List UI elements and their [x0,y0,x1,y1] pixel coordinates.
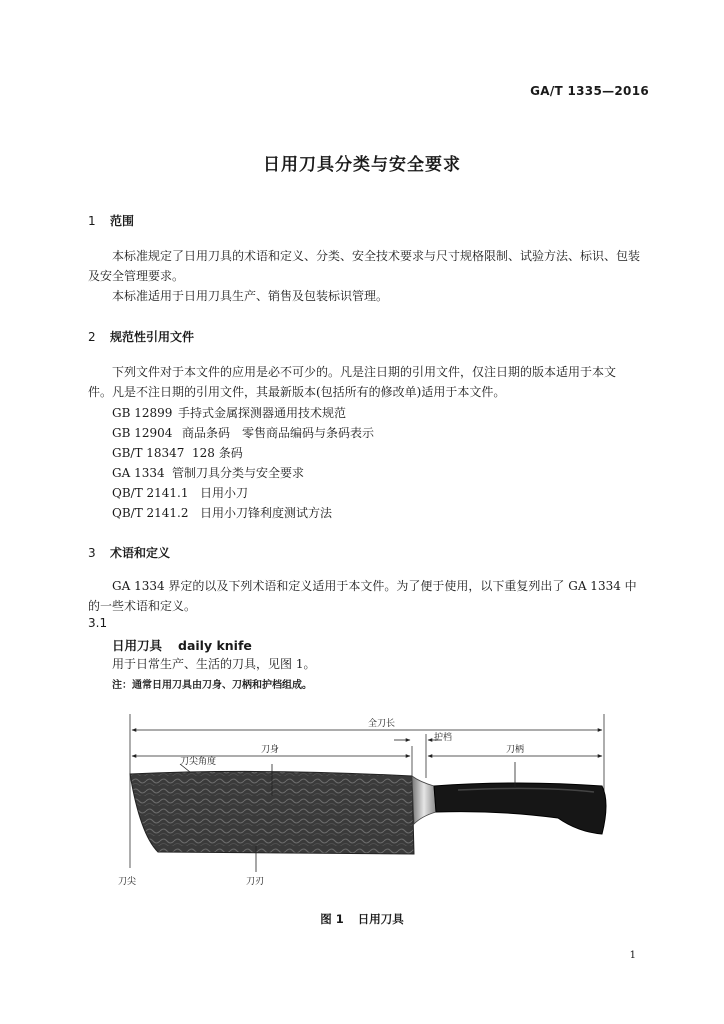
section-3-number: 3 [88,546,96,560]
section-2-heading [88,328,194,345]
figure-number: 图 1 [320,912,344,926]
label-handle: 刀柄 [506,745,525,755]
reference-code: GB 12904 [112,426,173,440]
label-total-length: 全刀长 [368,719,396,729]
section-3-title: 术语和定义 [110,546,171,560]
term-note: 注：通常日用刀具由刀身、刀柄和护档组成。 [112,680,312,691]
section-2-para-1-line-2: 件。凡是不注日期的引用文件，其最新版本(包括所有的修改单)适用于本文件。 [88,385,506,399]
normative-reference [112,504,332,521]
normative-reference [112,424,374,441]
section-1-para-1-line-2: 及安全管理要求。 [88,269,185,283]
reference-code: GB 12899 [112,406,173,420]
section-1-title: 范围 [110,214,135,228]
figure-caption [0,911,724,927]
standard-code: GA/T 1335—2016 [530,84,649,98]
section-2-title: 规范性引用文件 [110,330,195,344]
normative-reference [112,464,304,481]
clause-number: 3.1 [88,616,108,630]
guard-shape [412,776,436,824]
section-1-number: 1 [88,214,96,228]
section-3-heading [88,544,170,561]
normative-reference [112,444,243,461]
label-tip-angle: 刀尖角度 [180,757,217,767]
label-guard: 护档 [434,733,453,743]
knife-figure [118,706,618,891]
term-english: daily knife [178,638,252,653]
reference-title: 128 条码 [192,446,243,460]
section-1-heading [88,212,134,229]
label-blade: 刀身 [261,745,280,755]
reference-code: GA 1334 [112,466,165,480]
term-chinese: 日用刀具 [112,638,163,653]
label-edge: 刀刃 [246,877,265,887]
reference-code: QB/T 2141.1 [112,486,189,500]
section-2-number: 2 [88,330,96,344]
label-tip: 刀尖 [118,877,137,887]
reference-title: 日用小刀锋利度测试方法 [200,506,333,520]
figure-title: 日用刀具 [357,912,404,926]
document-title: 日用刀具分类与安全要求 [263,155,461,175]
normative-reference [112,484,248,501]
section-1-para-1-line-1: 本标准规定了日用刀具的术语和定义、分类、安全技术要求与尺寸规格限制、试验方法、标识、包装 [112,249,641,263]
reference-title: 管制刀具分类与安全要求 [172,466,305,480]
section-3-para-1-line-2: 的一些术语和定义。 [88,599,197,613]
normative-reference [112,404,346,421]
reference-title: 手持式金属探测器通用技术规范 [178,406,347,420]
section-2-para-1-line-1: 下列文件对于本文件的应用是必不可少的。凡是注日期的引用文件，仅注日期的版本适用于本文 [112,365,617,379]
page-number: 1 [629,950,636,961]
knife-illustration [118,706,618,891]
reference-title: 日用小刀 [200,486,249,500]
term-entry [112,636,252,654]
section-3-para-1-line-1: GA 1334 界定的以及下列术语和定义适用于本文件。为了便于使用，以下重复列出了 GA 1334 中 [112,579,637,593]
reference-code: QB/T 2141.2 [112,506,189,520]
reference-code: GB/T 18347 [112,446,185,460]
term-definition: 用于日常生产、生活的刀具，见图 1。 [112,657,316,671]
section-1-para-2: 本标准适用于日用刀具生产、销售及包装标识管理。 [112,289,389,303]
reference-title: 商品条码 零售商品编码与条码表示 [182,426,375,440]
